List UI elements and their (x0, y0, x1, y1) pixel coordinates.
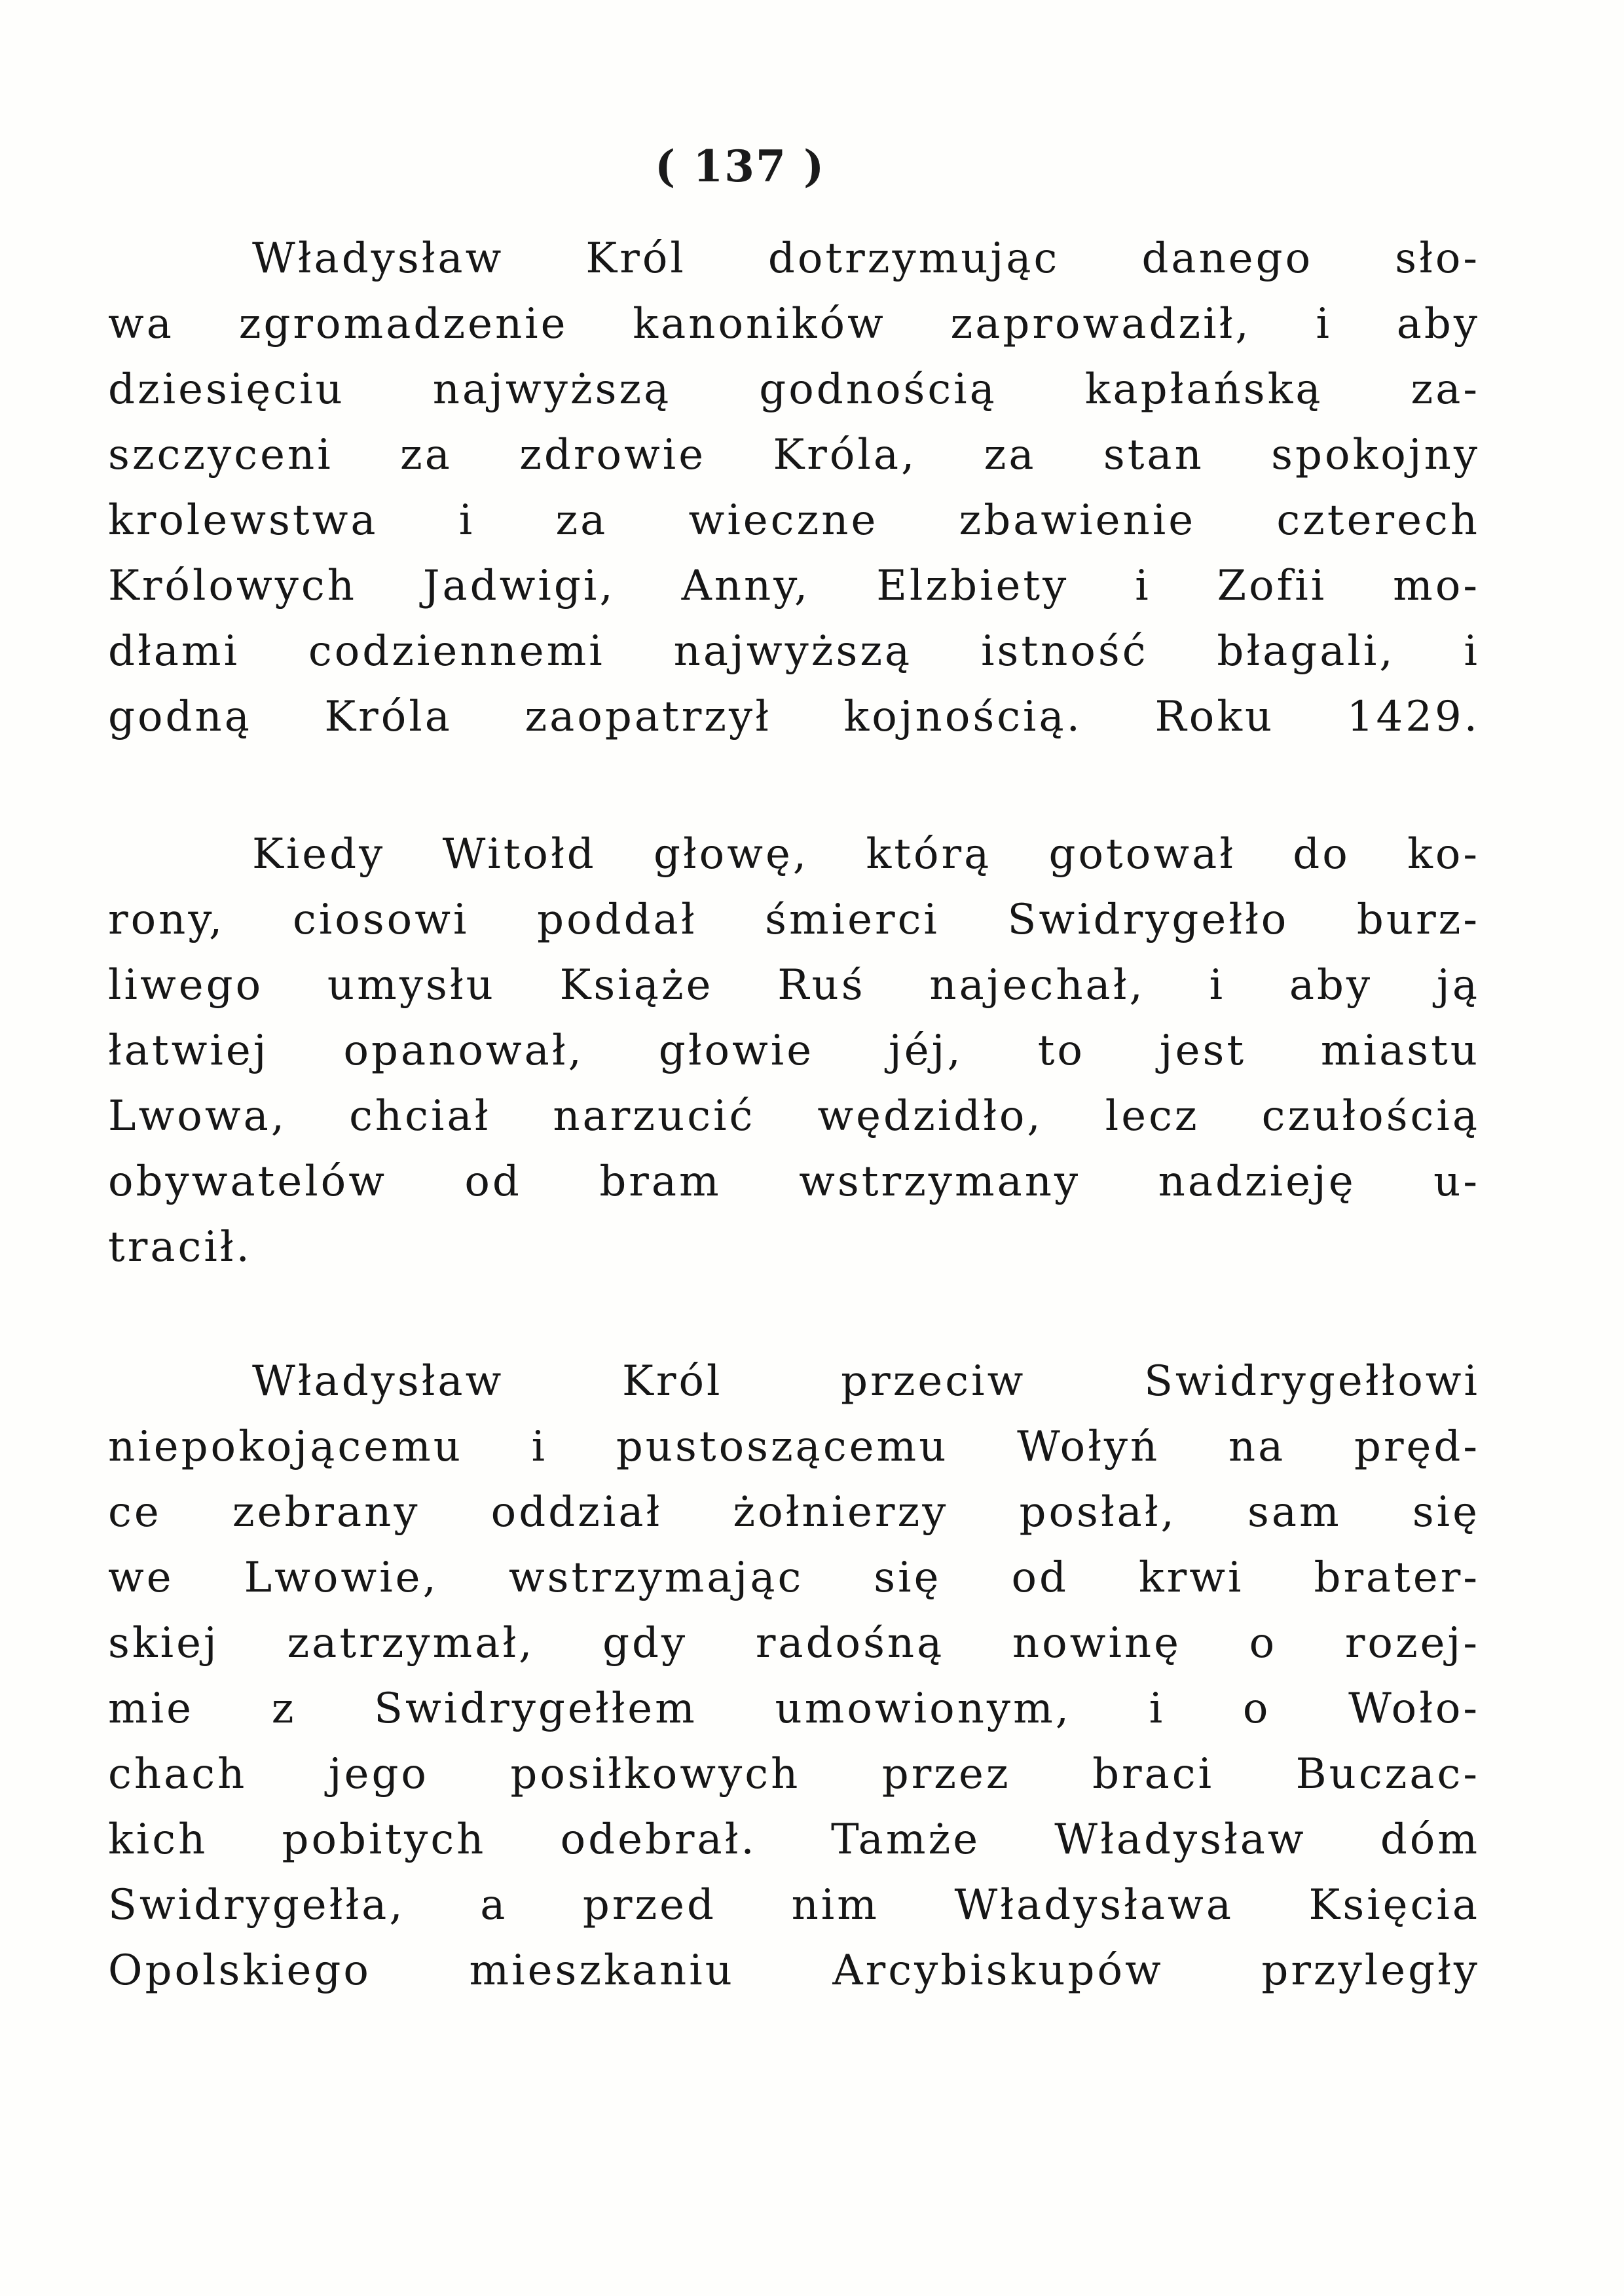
text-line: Swidrygełła, a przed nim Władysława Księcia (108, 1881, 1480, 1929)
text-line: Opolskiego mieszkaniu Arcybiskupów przyległy (108, 1946, 1480, 1995)
text-line: obywatelów od bram wstrzymany nadzieję u- (108, 1157, 1480, 1206)
text-line: Kiedy Witołd głowę, którą gotował do ko- (252, 830, 1480, 879)
text-line: niepokojącemu i pustoszącemu Wołyń na pręd- (108, 1423, 1480, 1471)
text-line: tracił. (108, 1223, 252, 1271)
text-line: skiej zatrzymał, gdy radośną nowinę o rozej- (108, 1619, 1480, 1667)
text-line: łatwiej opanował, głowie jéj, to jest miastu (108, 1027, 1480, 1075)
text-line: Władysław Król dotrzymując danego sło- (252, 234, 1480, 283)
text-line: dłami codziennemi najwyższą istność błagali, i (108, 627, 1480, 676)
text-line: kich pobitych odebrał. Tamże Władysław dóm (108, 1815, 1480, 1864)
text-line: Władysław Król przeciw Swidrygełłowi (252, 1357, 1480, 1406)
text-line: dziesięciu najwyższą godnością kapłańską za- (108, 365, 1480, 414)
text-line: ce zebrany oddział żołnierzy posłał, sam się (108, 1488, 1480, 1537)
text-line: wa zgromadzenie kanoników zaprowadził, i aby (108, 300, 1480, 348)
text-line: godną Króla zaopatrzył kojnością. Roku 1429. (108, 693, 1480, 741)
text-line: rony, ciosowi poddał śmierci Swidrygełło burz- (108, 896, 1480, 944)
paragraph-2 (108, 822, 1480, 1280)
paragraph-3 (108, 1349, 1480, 2003)
text-line: mie z Swidrygełłem umowionym, i o Woło- (108, 1685, 1480, 1733)
text-line: liwego umysłu Książe Ruś najechał, i aby ją (108, 961, 1480, 1010)
text-line: Lwowa, chciał narzucić wędzidło, lecz czułością (108, 1092, 1480, 1140)
text-line: krolewstwa i za wieczne zbawienie czterech (108, 496, 1480, 545)
text-line: Królowych Jadwigi, Anny, Elzbiety i Zofii mo- (108, 562, 1480, 610)
page-number: ( 137 ) (655, 141, 826, 192)
paragraph-1 (108, 226, 1480, 750)
text-line: chach jego posiłkowych przez braci Buczac- (108, 1750, 1480, 1798)
text-line: szczyceni za zdrowie Króla, za stan spokojny (108, 431, 1480, 479)
text-line: we Lwowie, wstrzymając się od krwi brater- (108, 1554, 1480, 1602)
